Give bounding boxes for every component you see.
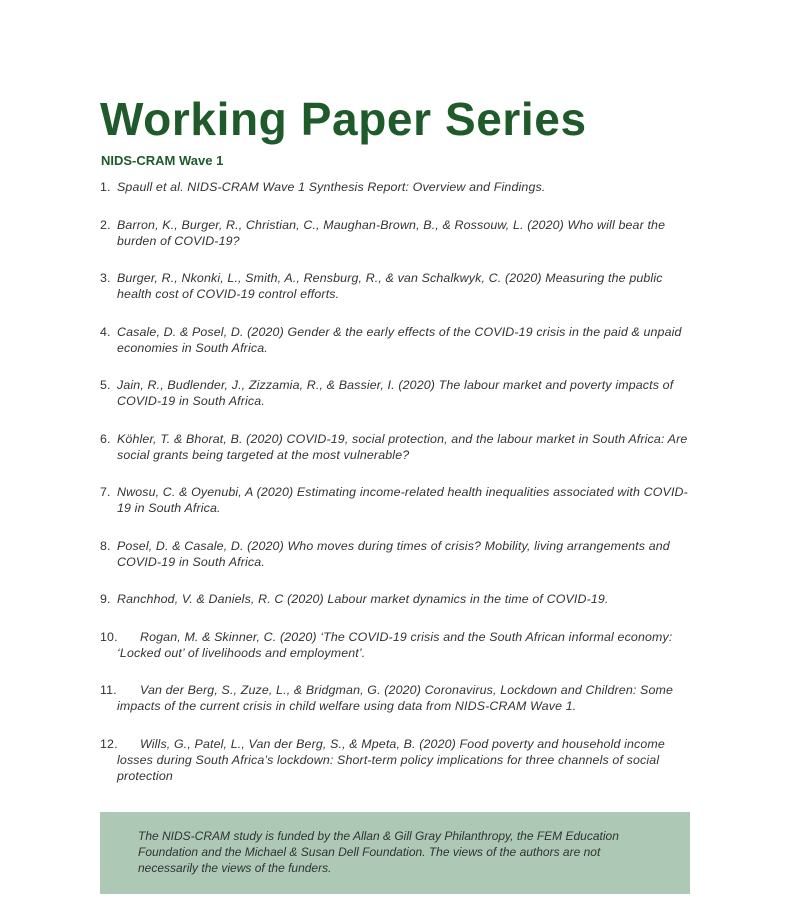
reference-number: 11.: [100, 683, 117, 697]
reference-item: [100, 682, 692, 714]
reference-text: Jain, R., Budlender, J., Zizzamia, R., & Bassier, I. (2020) The labour market and poverty impacts of COVID-19 in South Africa.: [117, 378, 674, 408]
funder-note: The NIDS-CRAM study is funded by the Allan & Gill Gray Philanthropy, the FEM Education Foundation and the Michael & Susan Dell Foundation. The views of the authors are not necessarily the views of the funders.: [138, 829, 619, 875]
reference-text: Barron, K., Burger, R., Christian, C., Maughan-Brown, B., & Rossouw, L. (2020) Who will bear the burden of COVID-19?: [117, 217, 666, 248]
page-title: Working Paper Series: [100, 93, 587, 145]
reference-item: [100, 629, 692, 661]
reference-item: [100, 179, 692, 195]
reference-list: [100, 179, 692, 805]
reference-number: 2.: [100, 217, 111, 232]
reference-text: Casale, D. & Posel, D. (2020) Gender & the early effects of the COVID-19 crisis in the paid & unpaid economies in South Africa.: [117, 324, 682, 355]
reference-item: [100, 538, 692, 570]
reference-item: [100, 431, 692, 463]
reference-number: 10.: [100, 629, 118, 644]
reference-item: [100, 270, 692, 302]
reference-number: 6.: [100, 431, 111, 446]
reference-item: [100, 217, 692, 249]
reference-text: Köhler, T. & Bhorat, B. (2020) COVID-19, social protection, and the labour market in South Africa: Are social grants being targeted at the most vulnerable?: [117, 431, 688, 462]
reference-text: Van der Berg, S., Zuze, L., & Bridgman, G. (2020) Coronavirus, Lockdown and Children: Some impacts of the current crisis in child welfare using data from NIDS-CRAM Wave 1.: [117, 683, 674, 713]
reference-text: Burger, R., Nkonki, L., Smith, A., Rensburg, R., & van Schalkwyk, C. (2020) Measuring the public health cost of COVID-19 control efforts.: [117, 271, 663, 301]
reference-text: Wills, G., Patel, L., Van der Berg, S., & Mpeta, B. (2020) Food poverty and household income losses during South Africa’s lockdown: Short-term policy implications for three channels of social protection: [117, 736, 665, 783]
reference-number: 4.: [100, 324, 111, 339]
reference-number: 5.: [100, 378, 111, 392]
reference-number: 3.: [100, 271, 111, 285]
reference-item: [100, 377, 692, 409]
reference-number: 9.: [100, 592, 111, 606]
reference-text: Posel, D. & Casale, D. (2020) Who moves during times of crisis? Mobility, living arrangements and COVID-19 in South Africa.: [117, 538, 670, 569]
reference-number: 1.: [100, 180, 111, 194]
reference-number: 8.: [100, 538, 111, 553]
reference-number: 7.: [100, 485, 111, 499]
section-heading: NIDS-CRAM Wave 1: [101, 153, 224, 168]
reference-text: Nwosu, C. & Oyenubi, A (2020) Estimating income-related health inequalities associated with COVID-19 in South Africa.: [117, 485, 688, 515]
reference-number: 12.: [100, 736, 118, 751]
reference-item: [100, 324, 692, 356]
reference-text: Spaull et al. NIDS-CRAM Wave 1 Synthesis Report: Overview and Findings.: [117, 180, 546, 194]
reference-text: Ranchhod, V. & Daniels, R. C (2020) Labour market dynamics in the time of COVID-19.: [117, 592, 609, 606]
reference-item: [100, 484, 692, 516]
funder-note-box: [100, 812, 690, 894]
reference-item: [100, 591, 692, 607]
reference-item: [100, 736, 692, 784]
reference-text: Rogan, M. & Skinner, C. (2020) ‘The COVID-19 crisis and the South African informal economy: ‘Locked out’ of livelihoods and employment’.: [117, 629, 673, 660]
